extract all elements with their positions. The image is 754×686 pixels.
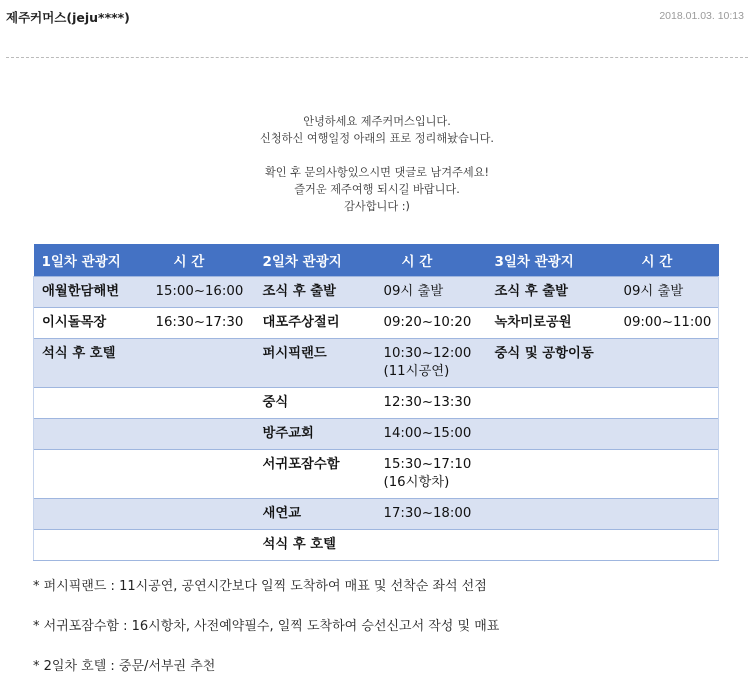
cell-day2-time [376, 308, 487, 339]
cell-text: 15:30~17:10 [383, 457, 472, 472]
header-day1-time: 시 간 [148, 244, 255, 277]
cell-day2-time [376, 450, 487, 499]
cell-day1-time [148, 419, 255, 450]
cell-text: 15:00~16:00 [155, 284, 244, 299]
cell-day3-time [616, 277, 719, 308]
cell-day1-time [148, 339, 255, 388]
table-row [34, 499, 719, 530]
cell-text: 퍼시픽랜드 [262, 346, 327, 361]
cell-day1-place [34, 339, 148, 388]
cell-day1-time [148, 450, 255, 499]
cell-day1-place [34, 277, 148, 308]
cell-day3-place [487, 419, 616, 450]
cell-day3-place [487, 308, 616, 339]
greeting-line: 신청하신 여행일정 아래의 표로 정리해놨습니다. [260, 132, 494, 145]
post-datetime: 2018.01.03. 10:13 [659, 10, 744, 22]
cell-text: 중식 [262, 395, 289, 410]
cell-text: 16:30~17:30 [155, 315, 244, 330]
cell-text: 석식 후 호텔 [42, 346, 116, 361]
cell-day2-place [255, 277, 376, 308]
cell-day1-time [148, 308, 255, 339]
cell-day3-place [487, 530, 616, 561]
cell-subtext: (11시공연) [383, 364, 450, 379]
cell-subtext: (16시항차) [383, 475, 450, 490]
greeting-line: 감사합니다 :) [344, 200, 410, 213]
cell-day2-time [376, 419, 487, 450]
cell-text: 14:00~15:00 [383, 426, 472, 441]
greeting-spacer [0, 147, 754, 164]
header-divider [6, 57, 748, 58]
cell-day3-time [616, 308, 719, 339]
cell-day3-time [616, 388, 719, 419]
cell-text: 09시 출발 [623, 284, 684, 299]
table-header-row [34, 244, 719, 277]
cell-day1-place [34, 388, 148, 419]
cell-text: 서귀포잠수함 [262, 457, 340, 472]
cell-text: 중식 및 공항이동 [494, 346, 594, 361]
cell-day2-place [255, 388, 376, 419]
cell-day2-place [255, 450, 376, 499]
cell-day1-place [34, 419, 148, 450]
greeting-message [0, 113, 754, 215]
cell-day2-time [376, 499, 487, 530]
cell-day1-place [34, 530, 148, 561]
note-hotel: * 2일차 호텔 : 중문/서부권 추천 [33, 659, 216, 674]
itinerary-table [33, 244, 719, 561]
cell-text: 조식 후 출발 [494, 284, 568, 299]
cell-day3-place [487, 339, 616, 388]
post-header [0, 0, 754, 36]
note-submarine: * 서귀포잠수함 : 16시항차, 사전예약필수, 일찍 도착하여 승선신고서 작성 및 매표 [33, 619, 500, 634]
cell-day3-place [487, 499, 616, 530]
cell-day2-place [255, 419, 376, 450]
cell-day1-time [148, 388, 255, 419]
cell-day2-time [376, 388, 487, 419]
cell-day3-place [487, 277, 616, 308]
cell-day1-time [148, 277, 255, 308]
cell-text: 17:30~18:00 [383, 506, 472, 521]
table-row [34, 530, 719, 561]
cell-day3-place [487, 450, 616, 499]
header-day2-time: 시 간 [376, 244, 487, 277]
cell-day1-place [34, 499, 148, 530]
table-row [34, 450, 719, 499]
cell-day3-time [616, 419, 719, 450]
cell-day2-place [255, 308, 376, 339]
cell-text: 09:20~10:20 [383, 315, 472, 330]
cell-text: 대포주상절리 [262, 315, 340, 330]
cell-text: 새연교 [262, 506, 302, 521]
cell-text: 방주교회 [262, 426, 314, 441]
table-row [34, 388, 719, 419]
table-row [34, 339, 719, 388]
cell-day3-time [616, 339, 719, 388]
cell-day1-time [148, 499, 255, 530]
greeting-line: 안녕하세요 제주커머스입니다. [303, 115, 451, 128]
header-day2-place: 2일차 관광지 [255, 244, 376, 277]
cell-text: 조식 후 출발 [262, 284, 336, 299]
note-pacific-land: * 퍼시픽랜드 : 11시공연, 공연시간보다 일찍 도착하여 매표 및 선착순 좌석 선점 [33, 579, 487, 594]
header-day3-place: 3일차 관광지 [487, 244, 616, 277]
cell-day2-time [376, 530, 487, 561]
table-row [34, 308, 719, 339]
author-name[interactable]: 제주커머스(jeju****) [6, 10, 130, 25]
cell-day3-time [616, 499, 719, 530]
cell-text: 애월한담해변 [42, 284, 120, 299]
greeting-line: 확인 후 문의사항있으시면 댓글로 남겨주세요! [264, 166, 490, 179]
cell-day1-place [34, 450, 148, 499]
cell-day3-time [616, 530, 719, 561]
cell-day2-place [255, 339, 376, 388]
cell-text: 09:00~11:00 [623, 315, 712, 330]
greeting-line: 즐거운 제주여행 되시길 바랍니다. [294, 183, 460, 196]
cell-day2-time [376, 339, 487, 388]
cell-day2-place [255, 499, 376, 530]
cell-day1-place [34, 308, 148, 339]
table-row [34, 277, 719, 308]
cell-day1-time [148, 530, 255, 561]
cell-day3-place [487, 388, 616, 419]
cell-text: 10:30~12:00 [383, 346, 472, 361]
cell-text: 12:30~13:30 [383, 395, 472, 410]
header-day3-time: 시 간 [616, 244, 719, 277]
cell-day2-time [376, 277, 487, 308]
cell-day2-place [255, 530, 376, 561]
cell-day3-time [616, 450, 719, 499]
table-row [34, 419, 719, 450]
cell-text: 09시 출발 [383, 284, 444, 299]
header-day1-place: 1일차 관광지 [34, 244, 148, 277]
cell-text: 석식 후 호텔 [262, 537, 336, 552]
cell-text: 이시돌목장 [42, 315, 107, 330]
cell-text: 녹차미로공원 [494, 315, 572, 330]
